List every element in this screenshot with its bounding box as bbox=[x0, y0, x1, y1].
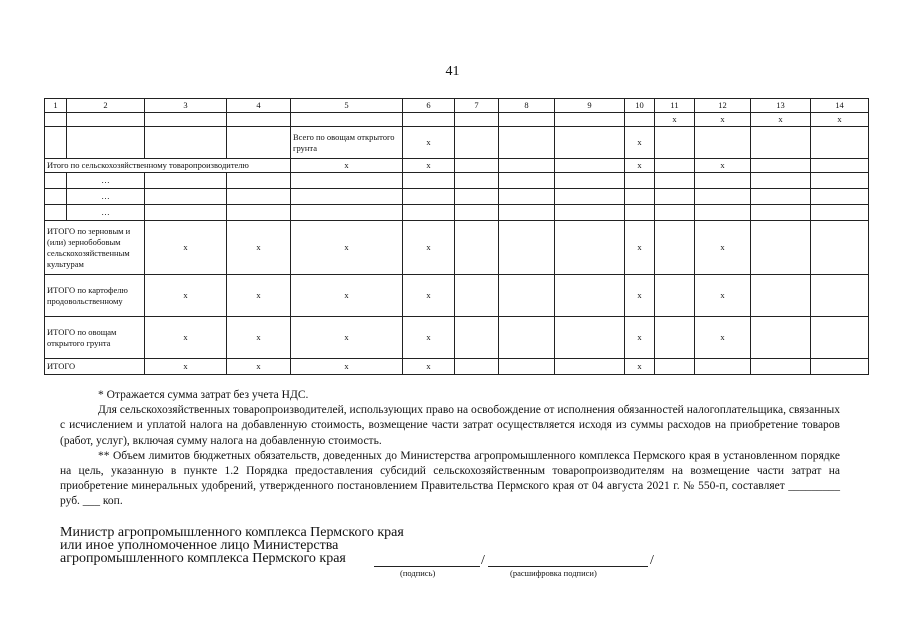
grand-total-label: ИТОГО bbox=[45, 359, 145, 375]
table-row bbox=[45, 205, 869, 221]
header-cell: 2 bbox=[67, 99, 145, 113]
x-mark: x bbox=[145, 359, 227, 375]
x-mark: x bbox=[751, 113, 811, 127]
footnote-exemption: Для сельскохозяйственных товаропроизводителей, использующих право на освобождение от исполнения обязанностей налогоплательщика, связанных с исчислением и уплатой налога на добавленную стоимость, возмещение части затрат осуществляется исходя из суммы расходов на приобретение товаров (работ, услуг), включая сумму налога на добавленную стоимость. bbox=[60, 404, 840, 447]
signature-line[interactable] bbox=[374, 566, 480, 567]
producer-total-label: Итого по сельскохозяйственному товаропроизводителю bbox=[45, 159, 291, 173]
table-row bbox=[45, 127, 869, 159]
table-row bbox=[45, 221, 869, 275]
caption-signature-decode: (расшифровка подписи) bbox=[510, 568, 597, 578]
header-cell: 8 bbox=[499, 99, 555, 113]
table-header-row bbox=[45, 99, 869, 113]
footnotes bbox=[60, 388, 840, 510]
x-mark: x bbox=[403, 221, 455, 275]
x-mark: x bbox=[145, 317, 227, 359]
table-row bbox=[45, 173, 869, 189]
x-mark: x bbox=[227, 317, 291, 359]
total-label: ИТОГО по овощам открытого грунта bbox=[45, 317, 145, 359]
x-mark: x bbox=[695, 221, 751, 275]
page-number: 41 bbox=[445, 64, 460, 79]
header-cell: 7 bbox=[455, 99, 499, 113]
header-cell: 10 bbox=[625, 99, 655, 113]
signatory-line-2: или иное уполномоченное лицо Министерства bbox=[60, 538, 339, 553]
x-mark: x bbox=[625, 159, 655, 173]
header-cell: 6 bbox=[403, 99, 455, 113]
x-mark: x bbox=[291, 275, 403, 317]
header-cell: 12 bbox=[695, 99, 751, 113]
ellipsis: … bbox=[67, 189, 145, 205]
ellipsis: … bbox=[67, 205, 145, 221]
header-cell: 11 bbox=[655, 99, 695, 113]
x-mark: x bbox=[227, 359, 291, 375]
caption-signature: (подпись) bbox=[400, 568, 436, 578]
subtotal-label: Всего по овощам открытого грунта bbox=[291, 127, 403, 159]
x-mark: x bbox=[291, 317, 403, 359]
x-mark: x bbox=[625, 317, 655, 359]
x-mark: x bbox=[403, 127, 455, 159]
header-cell: 13 bbox=[751, 99, 811, 113]
table-row bbox=[45, 317, 869, 359]
x-mark: x bbox=[695, 113, 751, 127]
footnote-vat: * Отражается сумма затрат без учета НДС. bbox=[98, 389, 309, 401]
x-mark: x bbox=[227, 221, 291, 275]
table-row bbox=[45, 189, 869, 205]
x-mark: x bbox=[403, 159, 455, 173]
x-mark: x bbox=[145, 221, 227, 275]
x-mark: x bbox=[695, 317, 751, 359]
header-cell: 14 bbox=[811, 99, 869, 113]
signature-decode-line[interactable] bbox=[488, 566, 648, 567]
x-mark: x bbox=[227, 275, 291, 317]
x-mark: x bbox=[625, 275, 655, 317]
table-row bbox=[45, 359, 869, 375]
form-table bbox=[44, 98, 869, 375]
footnote-limits: ** Объем лимитов бюджетных обязательств, доведенных до Министерства агропромышленного комплекса Пермского края в установленном порядке на цель, указанную в пункте 1.2 Порядка предоставления субсидий сельскохозяйственным товаропроизводителям на возмещение части затрат на приобретение минеральных удобрений, утвержденного постановлением Правительства Пермского края от 04 августа 2021 г. № 550-п, составляет _________ руб. ___ коп. bbox=[60, 449, 840, 508]
x-mark: x bbox=[625, 221, 655, 275]
x-mark: x bbox=[291, 359, 403, 375]
x-mark: x bbox=[625, 127, 655, 159]
x-mark: x bbox=[145, 275, 227, 317]
signatory-line-1: Министр агропромышленного комплекса Пермского края bbox=[60, 525, 404, 540]
slash-separator: / bbox=[650, 553, 654, 568]
table-row bbox=[45, 113, 869, 127]
x-mark: x bbox=[625, 359, 655, 375]
header-cell: 4 bbox=[227, 99, 291, 113]
x-mark: x bbox=[655, 113, 695, 127]
ellipsis: … bbox=[67, 173, 145, 189]
x-mark: x bbox=[695, 159, 751, 173]
x-mark: x bbox=[811, 113, 869, 127]
header-cell: 9 bbox=[555, 99, 625, 113]
header-cell: 1 bbox=[45, 99, 67, 113]
total-label: ИТОГО по картофелю продовольственному bbox=[45, 275, 145, 317]
x-mark: x bbox=[403, 275, 455, 317]
signatory-line-3: агропромышленного комплекса Пермского края bbox=[60, 551, 346, 566]
header-cell: 3 bbox=[145, 99, 227, 113]
x-mark: x bbox=[291, 159, 403, 173]
x-mark: x bbox=[403, 317, 455, 359]
x-mark: x bbox=[695, 275, 751, 317]
table-row bbox=[45, 159, 869, 173]
total-label: ИТОГО по зерновым и (или) зернобобовым сельскохозяйственным культурам bbox=[45, 221, 145, 275]
x-mark: x bbox=[403, 359, 455, 375]
x-mark: x bbox=[291, 221, 403, 275]
header-cell: 5 bbox=[291, 99, 403, 113]
table-row bbox=[45, 275, 869, 317]
signature-block bbox=[60, 526, 404, 565]
slash-separator: / bbox=[481, 553, 485, 568]
